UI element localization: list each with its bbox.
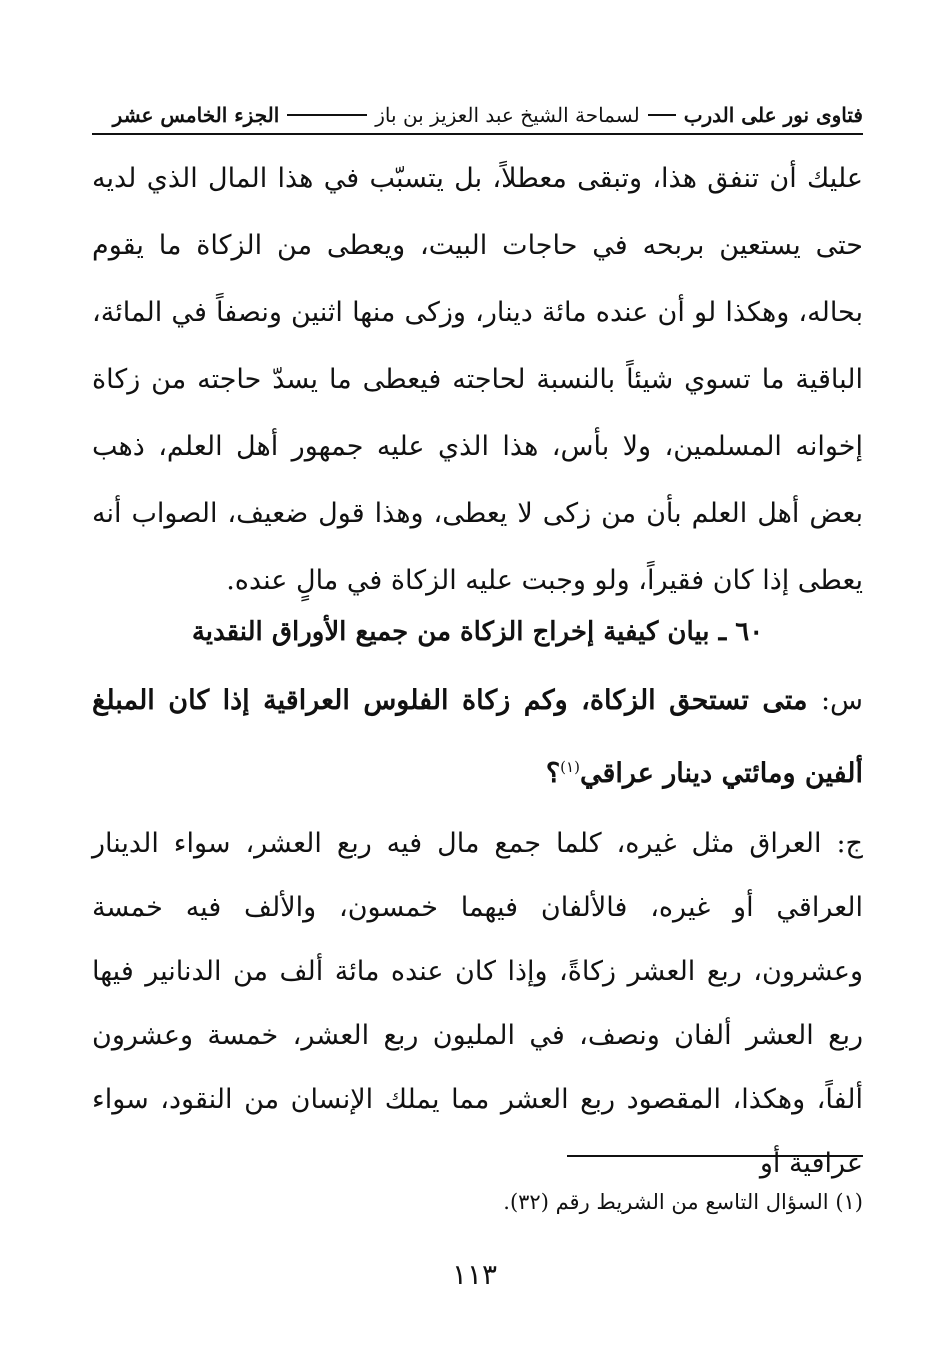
volume-part: الجزء الخامس عشر [112,103,280,127]
question-text: متى تستحق الزكاة، وكم زكاة الفلوس العراقية إذا كان المبلغ ألفين ومائتي دينار عراقي [92,685,863,789]
question-mark: ؟ [545,758,561,789]
section-title: ٦٠ ـ بيان كيفية إخراج الزكاة من جميع الأوراق النقدية [191,617,764,647]
header-rule [92,133,863,135]
question-paragraph [92,668,863,807]
body-paragraph: عليك أن تنفق هذا، وتبقى معطلاً، بل يتسبّب في هذا المال الذي لديه حتى يستعين بربحه في حاجات البيت، ويعطى من الزكاة ما يقوم بحاله، وهكذا لو أن عنده مائة دينار، وزكى منها اثنين ونصفاً في المائة، الباقية ما تسوي شيئاً بالنسبة لحاجته فيعطى ما يسدّ حاجته من زكاة إخوانه المسلمين، ولا بأس، هذا الذي عليه جمهور أهل العلم، ذهب بعض أهل العلم بأن من زكى لا يعطى، وهذا قول ضعيف، الصواب أنه يعطى إذا كان فقيراً، ولو وجبت عليه الزكاة في مالٍ عنده. [92,163,863,596]
author-name: لسماحة الشيخ عبد العزيز بن باز [375,103,640,127]
page-number: ١١٣ [451,1258,498,1291]
footnote: (١) السؤال التاسع من الشريط رقم (٣٢). [503,1190,863,1214]
footnote-reference[interactable]: (١) [560,758,580,776]
running-header [92,95,863,135]
footnote-rule [567,1155,863,1157]
answer-paragraph: ج: العراق مثل غيره، كلما جمع مال فيه ربع العشر، سواء الدينار العراقي أو غيره، فالألفان فيهما خمسون، والألف فيه خمسة وعشرون، ربع العشر زكاةً، وإذا كان عنده مائة ألف من الدنانير فيها ربع العشر ألفان ونصف، في المليون ربع العشر، خمسة وعشرون ألفاً، وهكذا، المقصود ربع العشر مما يملك الإنسان من النقود، سواء عراقية أو [92,828,863,1179]
header-dash [648,114,676,116]
book-title: فتاوى نور على الدرب [683,103,863,127]
header-dash-long [287,114,367,116]
question-label: س: [820,685,863,716]
